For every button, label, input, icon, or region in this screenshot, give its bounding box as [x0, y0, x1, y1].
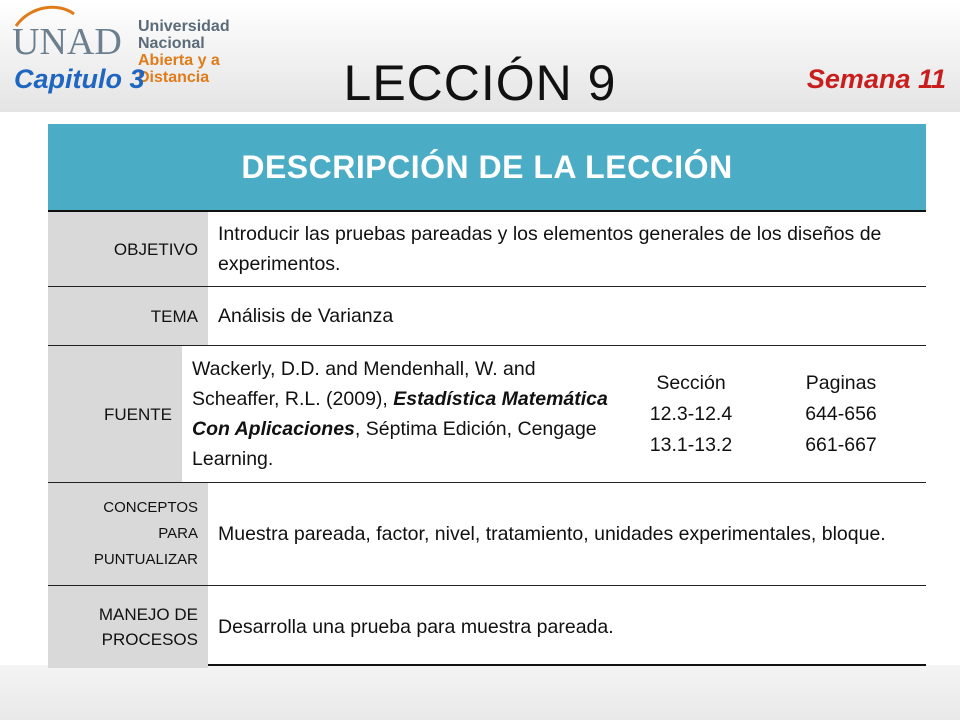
pages-header: Paginas [805, 371, 877, 394]
row-conceptos [48, 483, 926, 586]
label-conceptos-line: PUNTUALIZAR [93, 551, 198, 568]
value-objetivo: Introducir las pruebas pareadas y los elementos generales de los diseños de experimentos. [218, 223, 882, 275]
value-fuente [182, 346, 926, 482]
value-manejo: Desarrolla una prueba para muestra pareada. [218, 616, 614, 638]
section-column [616, 368, 766, 461]
label-objetivo: OBJETIVO [48, 212, 208, 286]
label-manejo-line: PROCESOS [101, 630, 198, 649]
pages-value: 661-667 [805, 433, 877, 456]
week-label: Semana 11 [806, 64, 946, 94]
value-tema: Análisis de Varianza [218, 305, 394, 327]
section-value: 13.1-13.2 [649, 433, 733, 456]
row-tema [48, 287, 926, 346]
label-conceptos [48, 483, 208, 585]
label-tema: TEMA [48, 287, 208, 345]
footer-band [0, 665, 960, 720]
logo-mark-text: UNAD [12, 21, 122, 58]
label-manejo [48, 586, 208, 668]
label-manejo-line: MANEJO DE [98, 605, 198, 624]
label-conceptos-line: CONCEPTOS [103, 499, 198, 516]
label-fuente: FUENTE [48, 346, 182, 482]
section-value: 12.3-12.4 [649, 402, 733, 425]
source-book-title: Estadística Matemática Con Aplicaciones [192, 388, 608, 440]
value-conceptos: Muestra pareada, factor, nivel, tratamiento, unidades experimentales, bloque. [218, 523, 886, 545]
section-header: Sección [656, 371, 726, 394]
source-citation [192, 354, 612, 474]
table-heading: DESCRIPCIÓN DE LA LECCIÓN [48, 124, 926, 212]
source-authors: Wackerly, D.D. and Mendenhall, W. and Scheaffer, R.L. (2009), [192, 358, 536, 410]
source-edition: , Séptima Edición, Cengage Learning. [192, 418, 597, 470]
unad-logo-mark [10, 4, 134, 58]
row-fuente [48, 346, 926, 483]
chapter-label: Capitulo 3 [14, 64, 145, 94]
pages-column [766, 368, 916, 461]
page-title: LECCIÓN 9 [343, 55, 617, 111]
lesson-table [48, 124, 926, 666]
pages-value: 644-656 [805, 402, 877, 425]
row-manejo [48, 586, 926, 668]
logo-line-1: Universidad Nacional [138, 18, 230, 52]
label-conceptos-line: PARA [158, 525, 198, 542]
row-objetivo [48, 212, 926, 287]
logo-line-2: Abierta y a Distancia [138, 52, 220, 86]
